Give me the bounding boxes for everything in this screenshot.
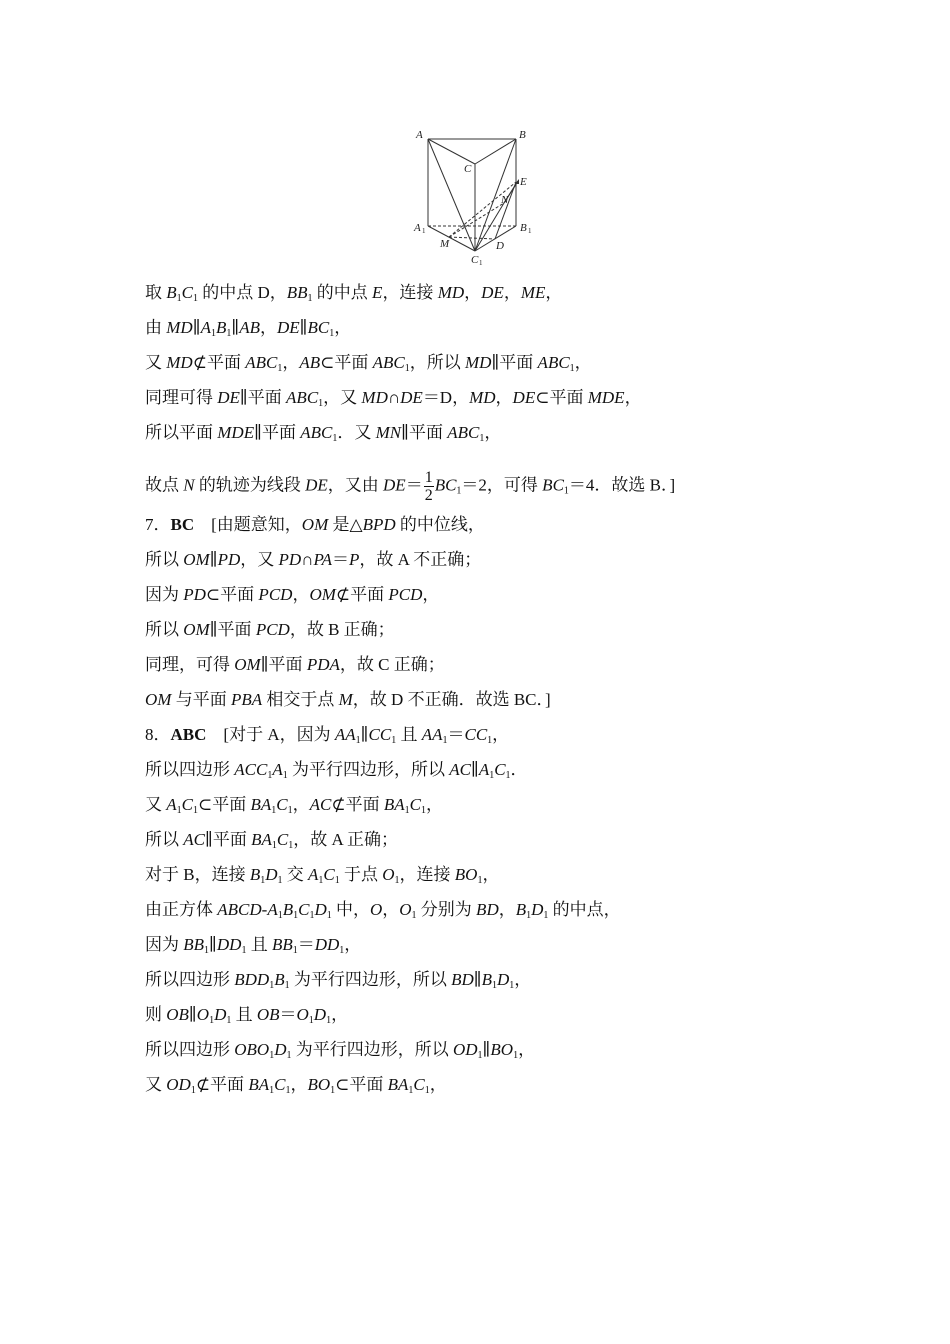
label-C1: C <box>471 254 479 266</box>
text-line-3: 又 MD⊄平面 $ABC_1$，AB⊂平面 $ABC_1$，所以 MD∥平面 $ABC_1$， <box>145 353 592 374</box>
text-line-2: 由 $MD\parallel A_1B_1\parallel AB$，$DE\parallel BC_1$， <box>145 318 352 339</box>
text-line-12: OM 与平面 PBA 相交于点 M，故 D 不正确．故选 BC．] <box>145 690 551 709</box>
label-A1-sub: 1 <box>422 227 426 235</box>
label-B1-sub: 1 <box>528 227 532 235</box>
label-B: B <box>519 129 526 141</box>
edge-AC <box>428 139 475 164</box>
label-B1: B <box>520 222 527 234</box>
text-line-4: 同理可得 DE∥平面 $ABC_1$，又 MD∩DE＝D，MD，DE⊂平面 MDE， <box>145 388 642 409</box>
text-line-6: 故点 N 的轨迹为线段 DE，又由 DE＝ $\frac{1}{2}$ $BC_1=2$，可得 $BC_1=4$．故选 B．] <box>145 469 676 504</box>
edge-A1C1 <box>428 226 475 251</box>
text-line-9: 因为 PD⊂平面 PCD，OM⊄平面 PCD， <box>145 585 440 604</box>
text-line-16: 所以 AC∥平面 $BA_1C_1$，故 A 正确； <box>145 830 399 851</box>
text-line-15: 又 $A_1C_1\subset$平面 $BA_1C_1$，AC⊄平面 $BA_1C_1$， <box>145 795 443 816</box>
label-E: E <box>520 176 527 188</box>
text-line-17: 对于 B，连接 $B_1D_1$ 交 $A_1C_1$ 于点 $O_1$，连接 $BO_1$， <box>145 865 500 886</box>
label-A: A <box>416 129 423 141</box>
text-line-8: 所以 OM∥PD，又 PD∩PA＝P，故 A 不正确； <box>145 550 482 569</box>
text-line-13: 8．ABC [对于 A，因为 $AA_1\parallel CC_1$ 且 $AA_1=CC_1$， <box>145 725 510 746</box>
text-line-18: 由正方体 ABCD-$A_1B_1C_1D_1$ 中，O，$O_1$ 分别为 BD，$B_1D_1$ 的中点， <box>145 900 621 921</box>
text-line-22: 所以四边形 $OBO_1D_1$ 为平行四边形，所以 $OD_1\parallel BO_1$， <box>145 1040 536 1061</box>
edge-AC1 <box>428 139 475 251</box>
text-line-11: 同理，可得 OM∥平面 PDA，故 C 正确； <box>145 655 445 674</box>
text-line-23: 又 $OD_1⊄$平面 $BA_1C_1$，$BO_1\subset$平面 $BA_1C_1$， <box>145 1075 447 1096</box>
text-line-1: 取 $B_1C_1$ 的中点 D，$BB_1$ 的中点 E，连接 MD，DE，ME， <box>145 283 563 304</box>
label-C: C <box>464 163 472 175</box>
text-line-10: 所以 OM∥平面 PCD，故 B 正确； <box>145 620 395 639</box>
label-M: M <box>440 238 450 250</box>
edge-CB <box>475 139 516 164</box>
text-line-19: 因为 $BB_1\parallel DD_1$ 且 $BB_1=DD_1$， <box>145 935 362 956</box>
label-A1: A <box>414 222 421 234</box>
text-line-20: 所以四边形 $BDD_1B_1$ 为平行四边形，所以 $BD\parallel B_1D_1$， <box>145 970 532 991</box>
segment-DE <box>495 182 516 239</box>
text-line-21: 则 $OB\parallel O_1D_1$ 且 $OB=O_1D_1$， <box>145 1005 349 1026</box>
text-line-14: 所以四边形 $ACC_1A_1$ 为平行四边形，所以 $AC\parallel A_1C_1$． <box>145 760 528 781</box>
prism-figure <box>408 125 550 267</box>
text-line-7: 7．BC [由题意知，OM 是△BPD 的中位线， <box>145 515 485 534</box>
label-C1-sub: 1 <box>479 259 483 267</box>
label-D: D <box>496 240 504 252</box>
label-N: N <box>501 194 509 206</box>
edge-BC1 <box>475 139 516 251</box>
fraction-one-half: $\frac{1}{2}$ <box>424 469 433 504</box>
text-line-5: 所以平面 MDE∥平面 $ABC_1$．又 MN∥平面 $ABC_1$， <box>145 423 502 444</box>
segment-MD <box>449 237 495 239</box>
